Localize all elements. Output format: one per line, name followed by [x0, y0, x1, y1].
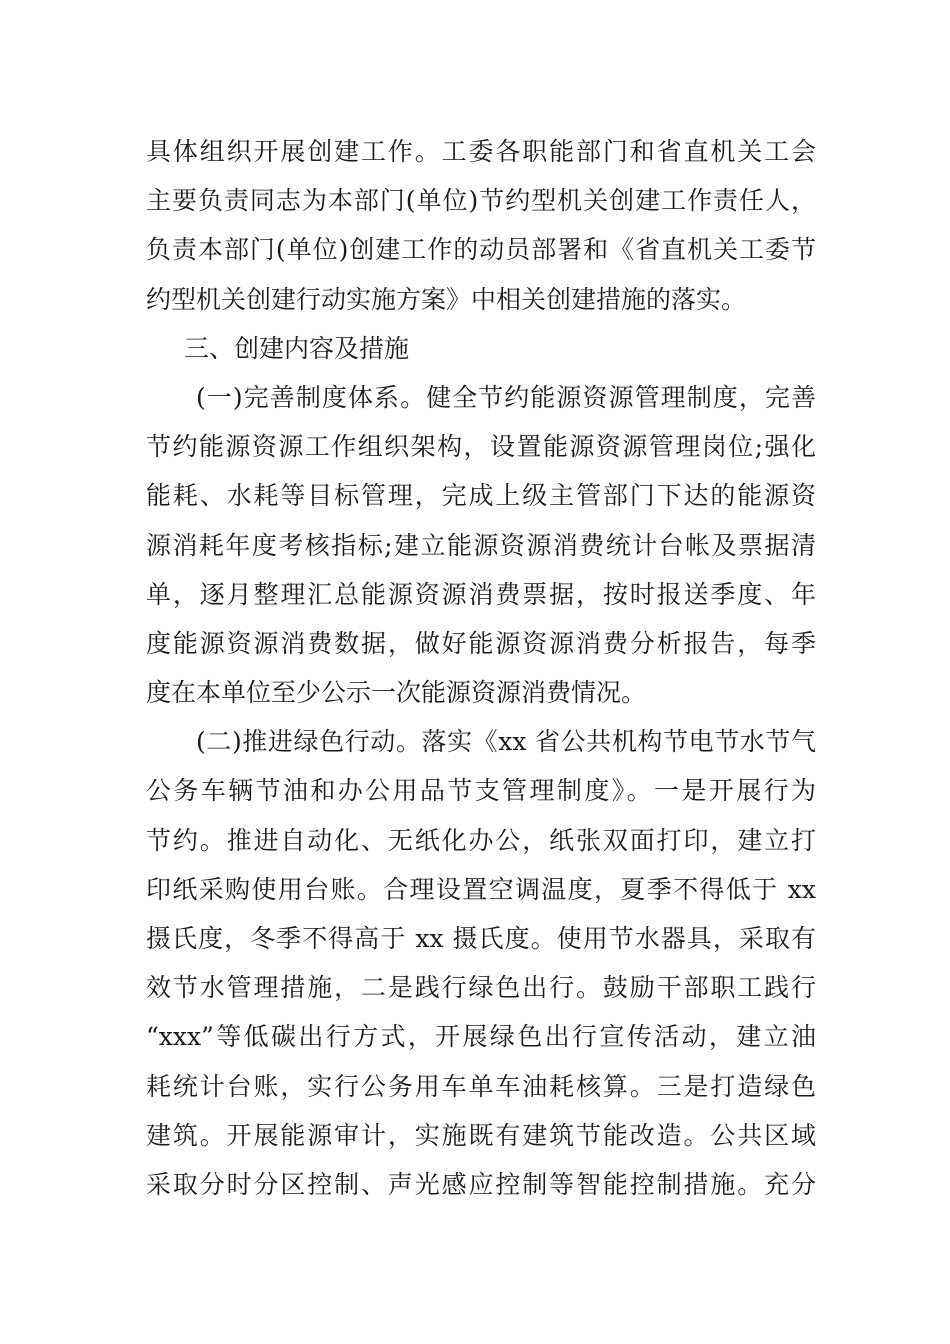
text-line: 节约能源资源工作组织架构，设置能源资源管理岗位;强化: [146, 432, 816, 462]
text-line: 采取分时分区控制、声光感应控制等智能控制措施。充分: [146, 1169, 816, 1199]
text-line: 能耗、水耗等目标管理，完成上级主管部门下达的能源资: [146, 481, 816, 511]
text-line: 耗统计台账，实行公务用车单车油耗核算。三是打造绿色: [146, 1071, 816, 1101]
section-heading: 三、创建内容及措施: [184, 333, 410, 363]
text-line: 具体组织开展创建工作。工委各职能部门和省直机关工会: [146, 137, 816, 166]
text-line: 单，逐月整理汇总能源资源消费票据，按时报送季度、年: [146, 579, 816, 609]
text-line: (二)推进绿色行动。落实《xx 省公共机构节电节水节气: [196, 727, 816, 757]
text-line: 建筑。开展能源审计，实施既有建筑节能改造。公共区域: [146, 1120, 816, 1150]
text-line: 度能源资源消费数据，做好能源资源消费分析报告，每季: [146, 628, 816, 658]
text-line: 度在本单位至少公示一次能源资源消费情况。: [146, 678, 647, 708]
text-line: 公务车辆节油和办公用品节支管理制度》。一是开展行为: [146, 776, 816, 806]
text-line: 效节水管理措施，二是践行绿色出行。鼓励干部职工践行: [146, 973, 816, 1003]
text-line: 印纸采购使用台账。合理设置空调温度，夏季不得低于 xx: [146, 874, 816, 904]
text-line: 摄氏度，冬季不得高于 xx 摄氏度。使用节水器具，采取有: [146, 924, 816, 953]
text-line: 主要负责同志为本部门(单位)节约型机关创建工作责任人，: [146, 186, 816, 216]
text-line: 负责本部门(单位)创建工作的动员部署和《省直机关工委节: [146, 235, 816, 265]
text-line: 约型机关创建行动实施方案》中相关创建措施的落实。: [146, 284, 747, 314]
text-line: “xxx”等低碳出行方式，开展绿色出行宣传活动，建立油: [146, 1022, 816, 1052]
text-line: 节约。推进自动化、无纸化办公，纸张双面打印，建立打: [146, 825, 816, 855]
text-line: 源消耗年度考核指标;建立能源资源消费统计台帐及票据清: [146, 530, 816, 560]
text-line: (一)完善制度体系。健全节约能源资源管理制度，完善: [196, 382, 816, 412]
document-body: [146, 127, 816, 1209]
